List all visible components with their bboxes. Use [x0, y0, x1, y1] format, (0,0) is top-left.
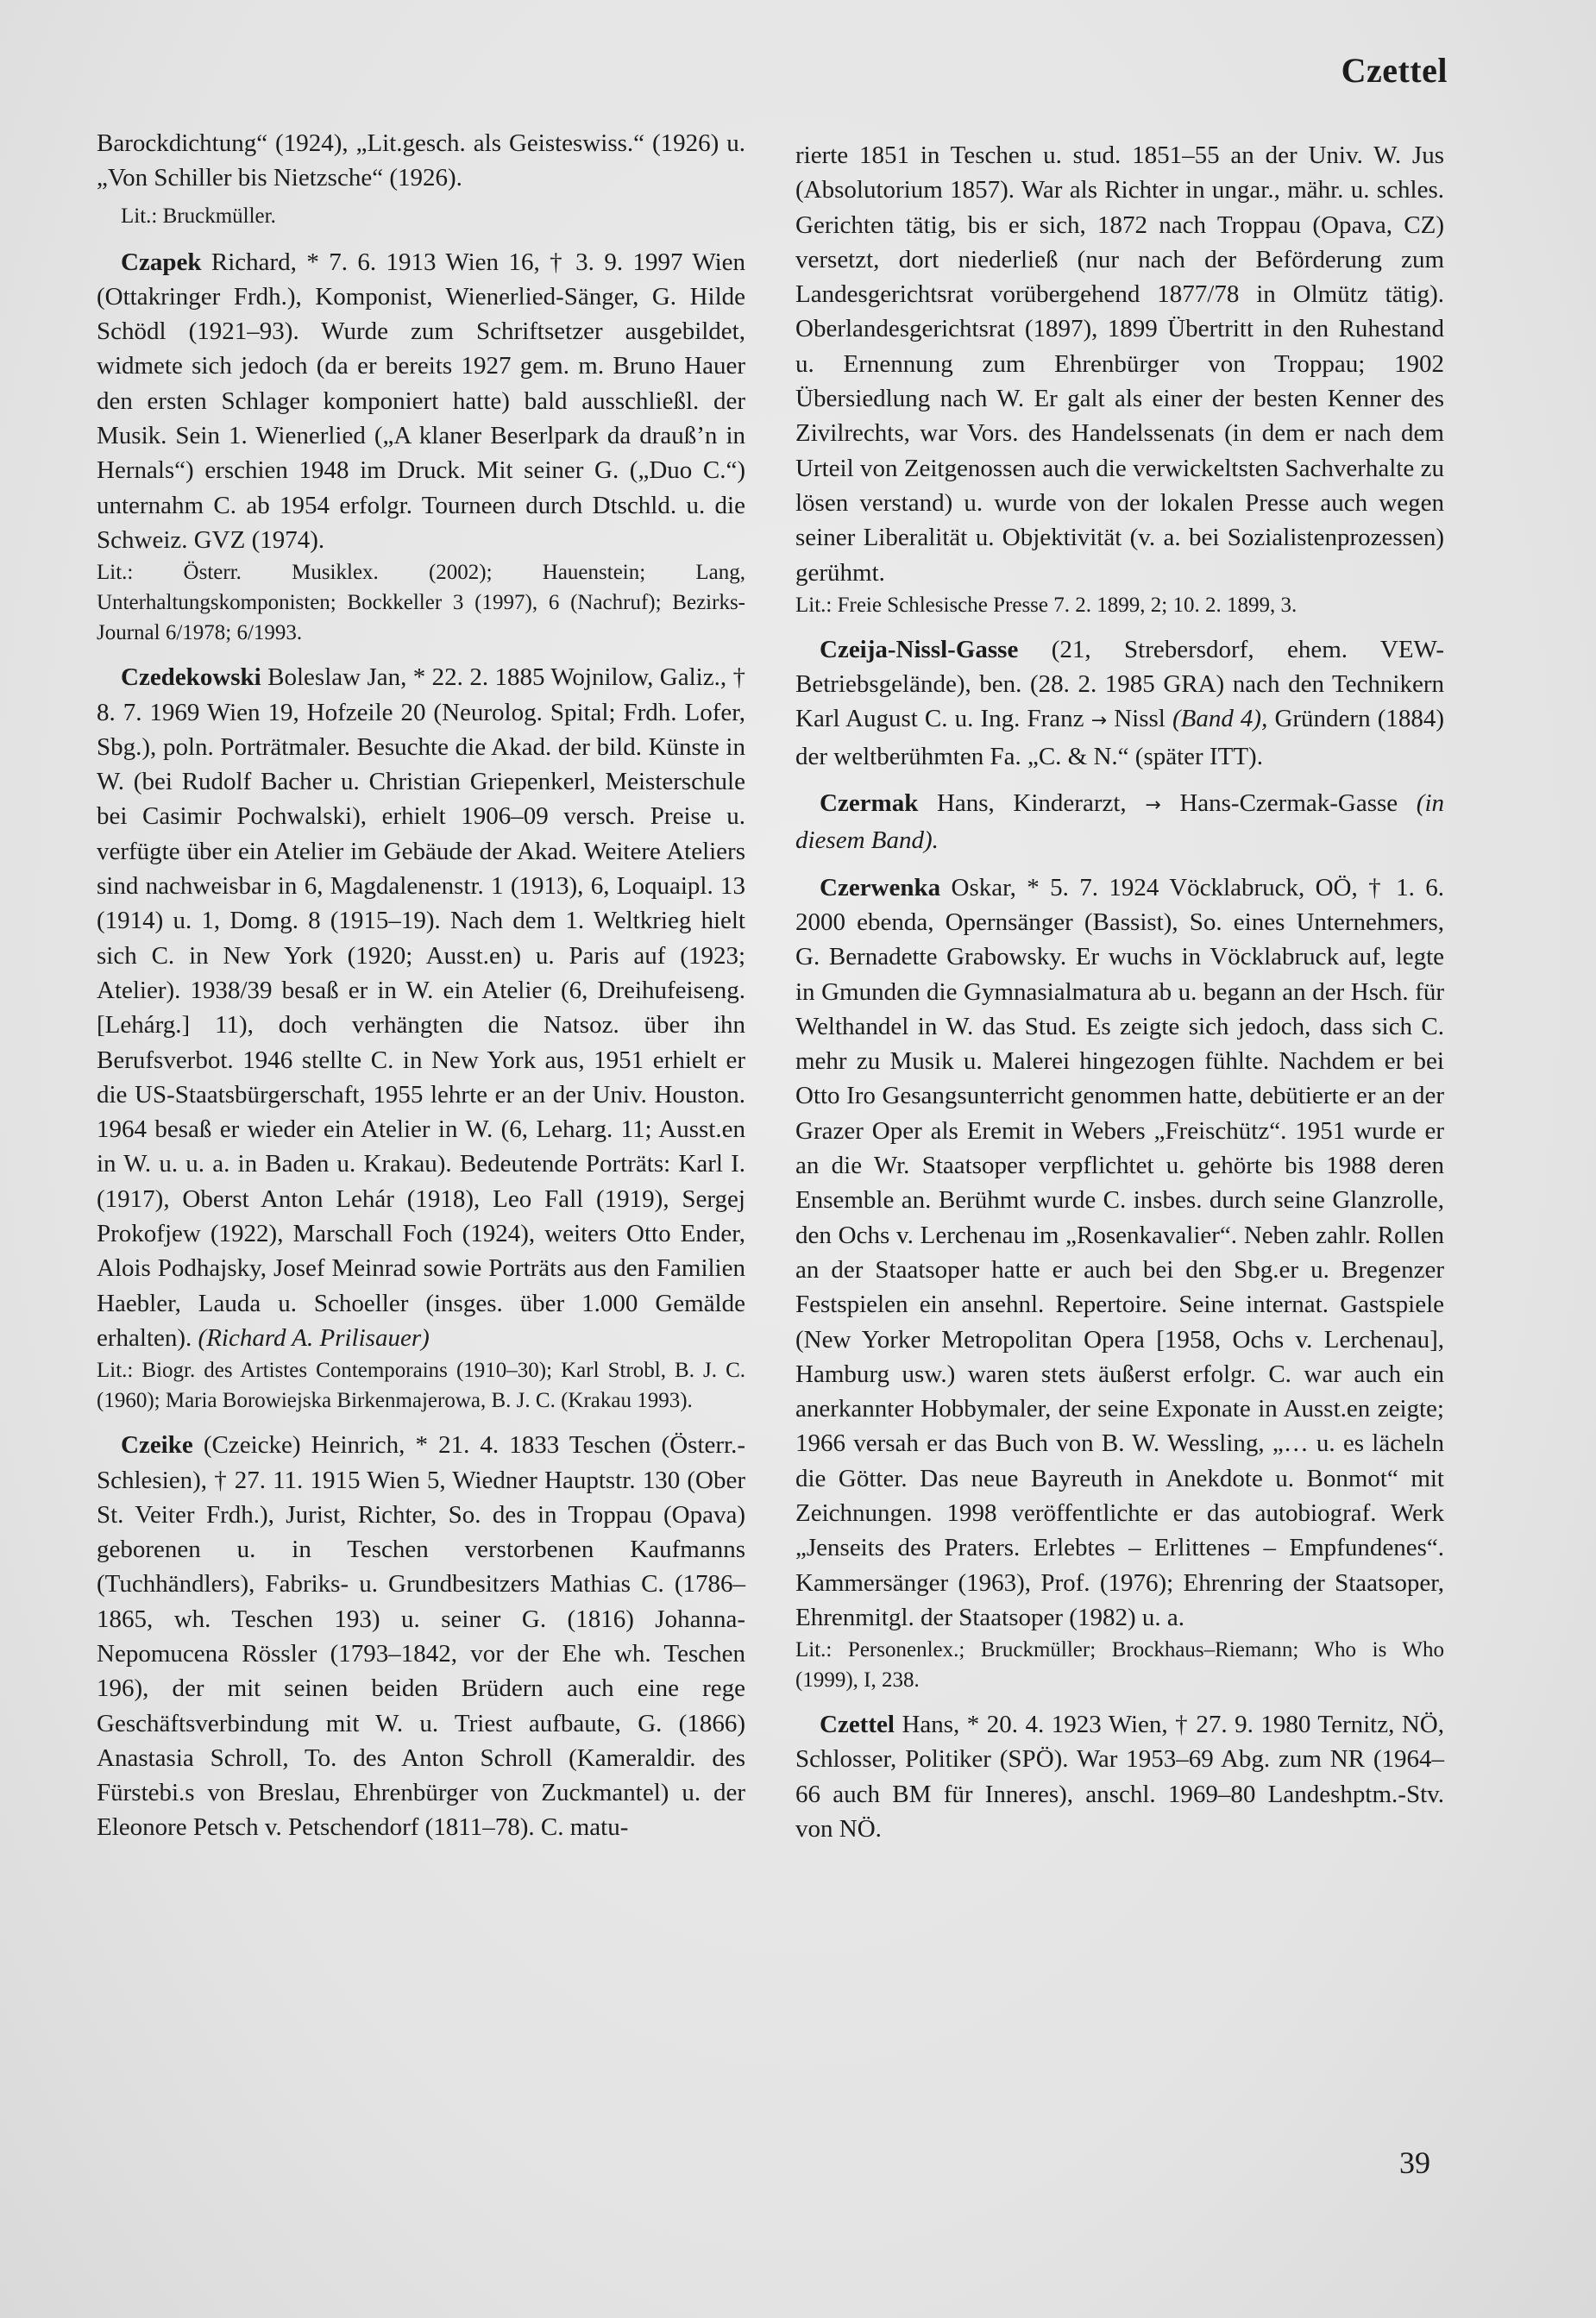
entry-text: Hans, * 20. 4. 1923 Wien, † 27. 9. 1980 Ternitz, NÖ, Schlosser, Politiker (SPÖ). War 1953–69 Abg. zum NR (1964–66 auch BM für Inneres), anschl. 1969–80 Landeshptm.-Stv. von NÖ.	[795, 1711, 1444, 1844]
entry-body	[97, 245, 745, 558]
entry-czeike	[97, 1428, 745, 1845]
entry-lemma: Czermak	[820, 789, 919, 818]
entry-czapek	[97, 245, 745, 649]
entry-continuation-lit: Lit.: Bruckmüller.	[121, 204, 276, 228]
entry-czeike-continued	[795, 138, 1444, 620]
entry-czedekowski	[97, 660, 745, 1416]
entry-text: Boleslaw Jan, * 22. 2. 1885 Wojnilow, Galiz., † 8. 7. 1969 Wien 19, Hofzeile 20 (Neurolog. Spital; Frdh. Lofer, Sbg.), poln. Porträtmaler. Besuchte die Akad. der bild. Künste in W. (bei Rudolf Bacher u. Christian Griepenkerl, Meisterschule bei Casimir Pochwalski), erhielt 1906–09 versch. Preise u. verfügte über ein Atelier im Gebäude der Akad. Weitere Ateliers sind nachweisbar in 6, Magdalenenstr. 1 (1913), 6, Loquaipl. 13 (1914) u. 1, Domg. 8 (1915–19). Nach dem 1. Weltkrieg hielt sich C. in New York (1920; Ausst.en) u. Paris auf (1923; Atelier). 1938/39 besaß er in W. ein Atelier (6, Dreihufeiseng. [Lehárg.] 11), doch verhängten die Natsoz. über ihn Berufsverbot. 1946 stellte C. in New York aus, 1951 erhielt er die US-Staatsbürgerschaft, 1955 lehrte er an der Univ. Houston. 1964 besaß er wieder ein Atelier in W. (6, Leharg. 11; Ausst.en in W. u. u. a. in Baden u. Krakau). Bedeutende Porträts: Karl I. (1917), Oberst Anton Lehár (1918), Leo Fall (1919), Sergej Prokofjew (1922), Marschall Foch (1924), weiters Otto Ender, Alois Podhajsky, Josef Meinrad sowie Porträts aus den Familien Haebler, Lauda u. Schoeller (insges. über 1.000 Gemälde erhalten).	[97, 663, 745, 1352]
entry-text: (21, Strebersdorf, ehem. VEW-Betriebsgelände), ben. (28. 2. 1985 GRA) nach den Technikern Karl August C. u. Ing. Franz	[795, 635, 1444, 733]
entry-lemma: Czeike	[121, 1431, 193, 1460]
entry-literature: Lit.: Personenlex.; Bruckmüller; Brockhaus–Riemann; Who is Who (1999), I, 238.	[795, 1638, 1444, 1693]
entry-czermak	[795, 786, 1444, 858]
entry-lemma: Czerwenka	[820, 873, 941, 901]
entry-lemma: Czeija-Nissl-Gasse	[820, 635, 1019, 663]
cross-reference-arrow-icon: →	[1145, 795, 1161, 817]
entry-text: Hans-Czermak-Gasse	[1160, 789, 1417, 818]
entry-text: Hans, Kinderarzt,	[918, 789, 1146, 818]
entry-reference: (Band 4),	[1172, 705, 1268, 733]
entry-czettel	[795, 1707, 1444, 1846]
right-column	[795, 138, 1444, 1858]
entry-body	[795, 870, 1444, 1636]
entry-body	[795, 1707, 1444, 1846]
entry-literature: Lit.: Biogr. des Artistes Contemporains (1910–30); Karl Strobl, B. J. C. (1960); Maria Borowiejska Birkenmajerowa, B. J. C. (Krakau 1993).	[97, 1359, 745, 1413]
entry-text: Oskar, * 5. 7. 1924 Vöcklabruck, OÖ, † 1. 6. 2000 ebenda, Opernsänger (Bassist), So. eines Unternehmers, G. Bernadette Grabowsky. Er wuchs in Vöcklabruck auf, legte in Gmunden die Gymnasialmatura ab u. begann an der Hsch. für Welthandel in W. das Stud. Es zeigte sich jedoch, dass sich C. mehr zu Musik u. Malerei hingezogen fühlte. Nachdem er bei Otto Iro Gesangsunterricht genommen hatte, debütierte er an der Grazer Oper als Eremit in Webers „Freischütz“. 1951 wurde er an die Wr. Staatsoper verpflichtet u. gehörte bis 1988 deren Ensemble an. Berühmt wurde C. insbes. durch seine Glanzrolle, den Ochs v. Lerchenau im „Rosenkavalier“. Neben zahlr. Rollen an der Staatsoper hatte er auch bei den Sbg.er u. Bregenzer Festspielen ein ansehnl. Repertoire. Seine internat. Gastspiele (New Yorker Metropolitan Opera [1958, Ochs v. Lerchenau], Hamburg usw.) waren stets äußerst erfolgr. C. war auch ein anerkannter Hobbymaler, der seine Exponate in Ausst.en zeigte; 1966 versah er das Buch von B. W. Wessling, „… u. es lächeln die Götter. Das neue Bayreuth in Anekdote u. Bonmot“ mit Zeichnungen. 1998 veröffentlichte er das autobiograf. Werk „Jenseits des Praters. Erlebtes – Erlittenes – Empfundenes“. Kammersänger (1963), Prof. (1976); Ehrenring der Staatsoper, Ehrenmitgl. der Staatsoper (1982) u. a.	[795, 873, 1444, 1631]
entry-body	[97, 660, 745, 1355]
entry-lemma: Czedekowski	[121, 663, 261, 692]
entry-text: Nissl	[1107, 705, 1172, 733]
entry-literature: Lit.: Freie Schlesische Presse 7. 2. 1899, 2; 10. 2. 1899, 3.	[795, 593, 1298, 617]
left-column	[97, 126, 745, 1857]
entry-lemma: Czapek	[121, 248, 202, 276]
entry-body	[795, 786, 1444, 858]
entry-body	[97, 1428, 745, 1845]
running-head: Czettel	[1341, 51, 1448, 90]
entry-text: Richard, * 7. 6. 1913 Wien 16, † 3. 9. 1997 Wien (Ottakringer Frdh.), Komponist, Wienerlied-Sänger, G. Hilde Schödl (1921–93). Wurde zum Schriftsetzer ausgebildet, widmete sich jedoch (da er bereits 1927 gem. m. Bruno Hauer den ersten Schlager komponiert hatte) bald ausschließl. der Musik. Sein 1. Wienerlied („A klaner Beserlpark da drauß’n in Hernals“) erschien 1948 im Druck. Mit seiner G. („Duo C.“) unternahm C. ab 1954 erfolgr. Tourneen durch Dtschld. u. die Schweiz. GVZ (1974).	[97, 248, 745, 554]
entry-literature: Lit.: Österr. Musiklex. (2002); Hauenstein; Lang, Unterhaltungskomponisten; Bockkeller 3 (1997), 6 (Nachruf); Bezirks-Journal 6/1978; 6/1993.	[97, 561, 745, 645]
page-number: 39	[1399, 2145, 1430, 2180]
entry-czerwenka	[795, 870, 1444, 1696]
entry-text: (Czeicke) Heinrich, * 21. 4. 1833 Teschen (Österr.-Schlesien), † 27. 11. 1915 Wien 5, Wiedner Hauptstr. 130 (Ober St. Veiter Frdh.), Jurist, Richter, So. des in Troppau (Opava) geborenen u. in Teschen verstorbenen Kaufmanns (Tuchhändlers), Fabriks- u. Grundbesitzers Mathias C. (1786–1865, wh. Teschen 193) u. seiner G. (1816) Johanna-Nepomucena Rössler (1793–1842, vor der Ehe wh. Teschen 196), der mit seinen beiden Brüdern auch eine rege Geschäftsverbindung mit W. u. Triest aufbaute, G. (1866) Anastasia Schroll, To. des Anton Schroll (Kameraldir. des Fürstebi.s von Breslau, Ehrenbürger von Zuckmantel) u. der Eleonore Petsch v. Petschendorf (1811–78). C. matu-	[97, 1431, 745, 1842]
entry-text: Gründern (1884) der weltberühmten Fa. „C. & N.“ (später ITT).	[795, 705, 1445, 770]
entry-author: (Richard A. Prilisauer)	[198, 1323, 430, 1352]
entry-lemma: Czettel	[820, 1711, 895, 1739]
cross-reference-arrow-icon: →	[1090, 710, 1108, 732]
entry-body	[795, 632, 1444, 774]
entry-czeija-nissl-gasse	[795, 632, 1444, 774]
entry-text: rierte 1851 in Teschen u. stud. 1851–55 an der Univ. W. Jus (Absolutorium 1857). War als Richter in ungar., mähr. u. schles. Gerichten tätig, bis er sich, 1872 nach Troppau (Opava, CZ) versetzt, dort niederließ (nur nach der Beförderung zum Landesgerichtsrat vorübergehend 1877/78 in Olmütz tätig). Oberlandesgerichtsrat (1897), 1899 Übertritt in den Ruhestand u. Ernennung zum Ehrenbürger von Troppau; 1902 Übersiedlung nach W. Er galt als einer der besten Kenner des Zivilrechts, war Vors. des Handelssenats (in dem er nach dem Urteil von Zeitgenossen auch die verwickeltsten Sachverhalte zu lösen verstand) u. wurde von der lokalen Presse auch wegen seiner Liberalität u. Objektivität (v. a. bei Sozialistenprozessen) gerühmt.	[795, 141, 1444, 587]
entry-reference: (in diesem Band).	[795, 789, 1445, 855]
entry-continuation-text: Barockdichtung“ (1924), „Lit.gesch. als Geisteswiss.“ (1926) u. „Von Schiller bis Nietzsche“ (1926).	[97, 129, 745, 192]
